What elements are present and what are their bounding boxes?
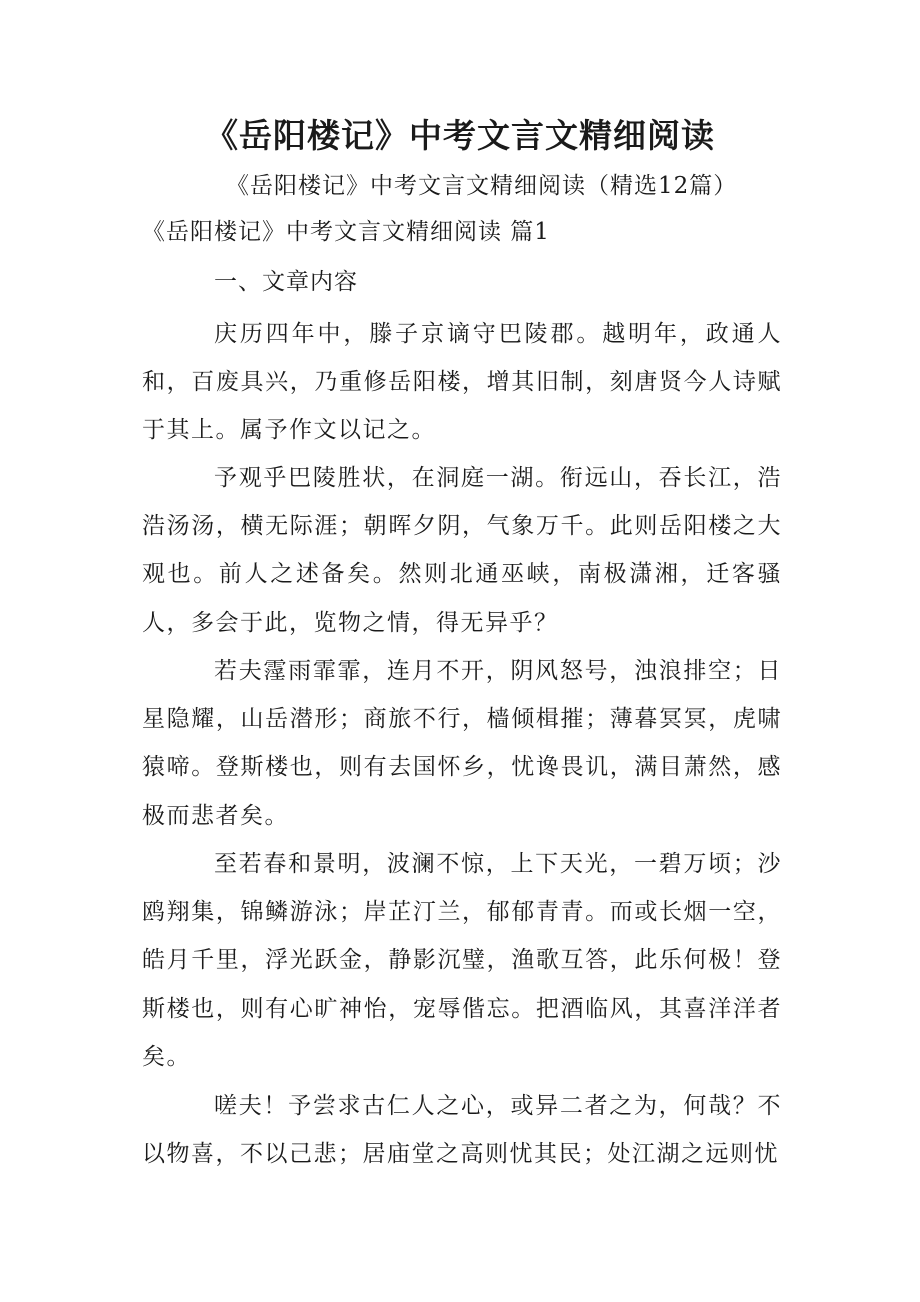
paragraph: 嗟夫！予尝求古仁人之心，或异二者之为，何哉？不以物喜，不以己悲；居庙堂之高则忧其民；处江湖之远则忧 (142, 1093, 782, 1168)
paragraph: 若夫霪雨霏霏，连月不开，阴风怒号，浊浪排空；日星隐耀，山岳潜形；商旅不行，樯倾楫摧；薄暮冥冥，虎啸猿啼。登斯楼也，则有去国怀乡，忧谗畏讥，满目萧然，感极而悲者矣。 (142, 658, 782, 829)
document-title: 《岳阳楼记》中考文言文精细阅读 (205, 116, 715, 155)
paragraph: 予观乎巴陵胜状，在洞庭一湖。衔远山，吞长江，浩浩汤汤，横无际涯；朝晖夕阴，气象万千。此则岳阳楼之大观也。前人之述备矣。然则北通巫峡，南极潇湘，迁客骚人，多会于此，览物之情，得无异乎？ (142, 465, 782, 636)
section-heading: 一、文章内容 (214, 269, 358, 295)
document-subtitle: 《岳阳楼记》中考文言文精细阅读（精选12篇） (226, 173, 738, 199)
part-heading: 《岳阳楼记》中考文言文精细阅读 篇1 (142, 219, 550, 245)
paragraph: 庆历四年中，滕子京谪守巴陵郡。越明年，政通人和，百废具兴，乃重修岳阳楼，增其旧制，刻唐贤今人诗赋于其上。属予作文以记之。 (142, 321, 782, 444)
paragraph: 至若春和景明，波澜不惊，上下天光，一碧万顷；沙鸥翔集，锦鳞游泳；岸芷汀兰，郁郁青青。而或长烟一空，皓月千里，浮光跃金，静影沉璧，渔歌互答，此乐何极！登斯楼也，则有心旷神怡，宠辱偕忘。把酒临风，其喜洋洋者矣。 (142, 851, 782, 1070)
